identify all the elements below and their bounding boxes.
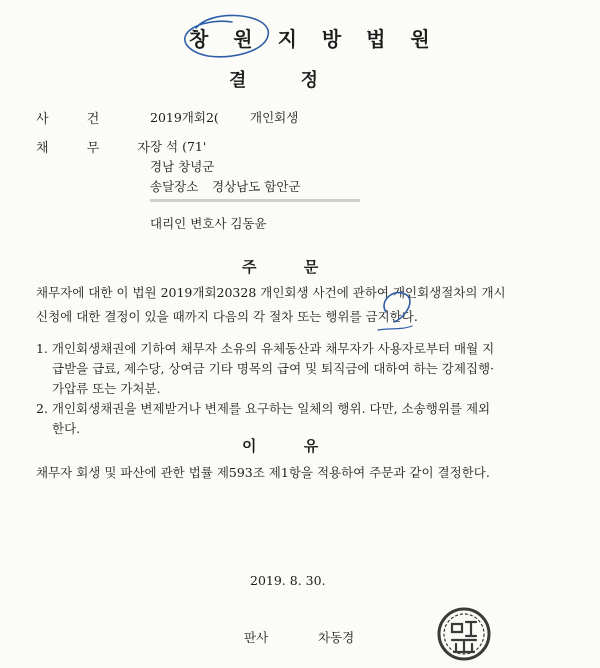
judge-name: 차동경: [318, 630, 355, 645]
order-item-1-line2: 급받을 급료, 제수당, 상여금 기타 명목의 급여 및 퇴직금에 대하여 하는 강제집행·: [52, 361, 495, 376]
case-number: 2019개회2(: [150, 110, 219, 125]
debtor-address: 경남 창녕군: [150, 159, 215, 174]
case-type: 개인회생: [250, 110, 299, 125]
judge-title: 판사: [244, 630, 269, 645]
reason-heading: 이 유: [242, 437, 319, 455]
debtor-agent: 대리인 변호사 김동윤: [150, 216, 267, 231]
case-label: 사 건: [36, 112, 117, 127]
order-paragraph-line1: 채무자에 대한 이 법원 2019개회20328 개인회생 사건에 관하여 개인회생절차의 개시: [36, 285, 506, 300]
court-name: 창 원 지 방 법 원: [189, 27, 439, 51]
order-paragraph-line2: 신청에 대한 결정이 있을 때까지 다음의 각 절차 또는 행위를 금지한다.: [36, 309, 418, 324]
service-label: 송달장소: [150, 179, 199, 194]
reason-text: 채무자 회생 및 파산에 관한 법률 제593조 제1항을 적용하여 주문과 같이 결정한다.: [36, 465, 490, 480]
service-address: 경상남도 함안군: [212, 179, 301, 194]
order-item-1-line3: 가압류 또는 가처분.: [52, 381, 161, 396]
document-title: 결 정: [229, 70, 319, 91]
order-item-2-line1: 2. 개인회생채권을 변제받거나 변제를 요구하는 일체의 행위. 다만, 소송행위를 제외: [36, 401, 491, 416]
order-item-1-line1: 1. 개인회생채권에 기하여 채무자 소유의 유체동산과 채무자가 사용자로부터 매월 지: [36, 341, 495, 356]
order-heading: 주 문: [242, 258, 319, 276]
decision-date: 2019. 8. 30.: [250, 573, 326, 588]
debtor-name: 장 석 (71': [150, 139, 207, 154]
debtor-label: 채 무 자: [36, 141, 167, 156]
judge-seal: [436, 606, 492, 662]
order-item-2-line2: 한다.: [52, 421, 81, 436]
redacted-line: [150, 199, 360, 202]
